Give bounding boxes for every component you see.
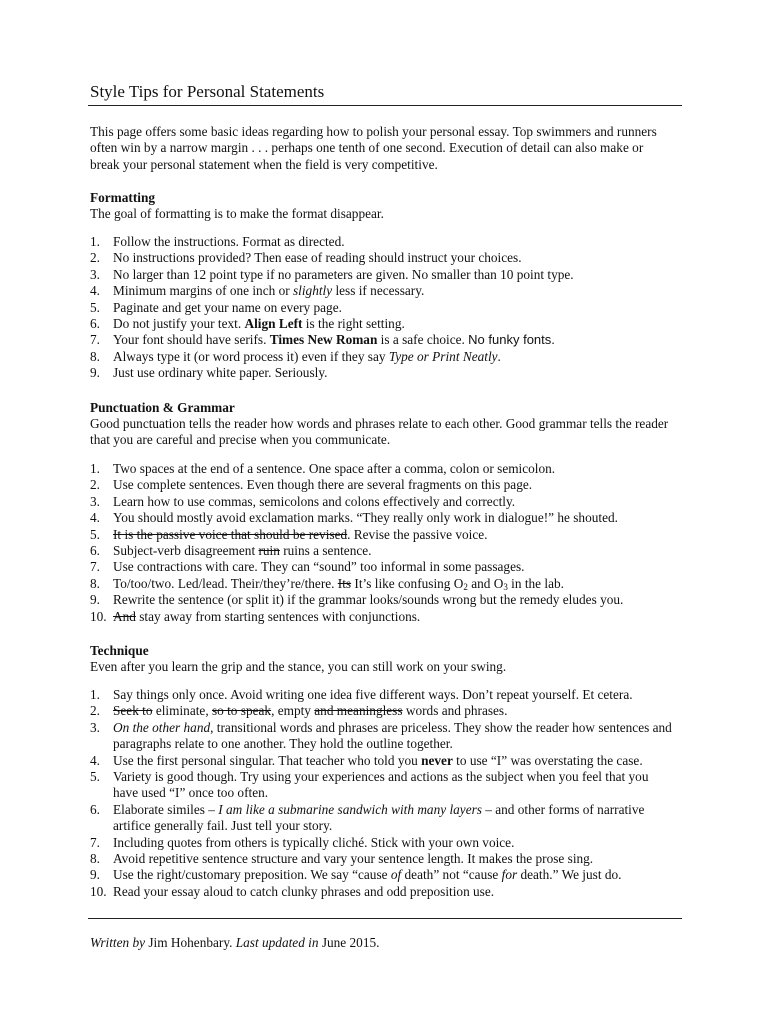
list-item <box>90 802 675 835</box>
item-number: 5. <box>90 526 100 542</box>
item-emphasis: slightly <box>292 283 333 299</box>
item-text: Follow the instructions. Format as directed. <box>113 234 345 249</box>
item-strikethrough: ruin <box>258 543 280 559</box>
updated-date: June 2015. <box>318 935 380 950</box>
item-text: less if necessary. <box>332 283 425 299</box>
item-strikethrough: And <box>113 608 136 624</box>
item-text: Paginate and get your name on every page. <box>113 299 342 315</box>
item-text: Variety is good though. Try using your experiences and actions as the subject when you feel that you have used “I” once too often. <box>113 769 649 801</box>
item-subscript: 2 <box>463 581 468 592</box>
list-item <box>90 461 675 477</box>
title-rule <box>88 105 682 106</box>
item-number: 1. <box>90 234 100 249</box>
item-text: Say things only once. Avoid writing one idea five different ways. Don’t repeat yourself. Et cetera. <box>113 687 633 702</box>
list-item <box>90 884 675 900</box>
item-text: It’s like confusing O <box>351 575 464 591</box>
list-item <box>90 267 675 283</box>
item-number: 3. <box>90 493 100 509</box>
item-text: . <box>497 348 501 364</box>
item-text: eliminate, <box>152 703 212 719</box>
list-item <box>90 543 675 559</box>
item-text: No instructions provided? Then ease of reading should instruct your choices. <box>113 250 522 266</box>
item-number: 10. <box>90 608 107 624</box>
list-item <box>90 283 675 299</box>
list-item <box>90 234 675 250</box>
item-number: 3. <box>90 719 100 735</box>
written-by-label: Written by <box>90 935 146 950</box>
item-text: Just use ordinary white paper. Seriously. <box>113 365 328 381</box>
item-text: Minimum margins of one inch or <box>113 283 293 299</box>
item-text: – and other forms of narrative artifice generally fail. Just tell your story. <box>113 801 645 834</box>
item-text: Rewrite the sentence (or split it) if the grammar looks/sounds wrong but the remedy eludes you. <box>113 592 624 608</box>
list-item <box>90 510 675 526</box>
item-emphasis: of <box>390 867 402 883</box>
item-strikethrough: and meaningless <box>314 703 403 719</box>
item-number: 7. <box>90 834 100 850</box>
list-item <box>90 592 675 608</box>
item-text: Your font should have serifs. <box>113 332 270 348</box>
item-emphasis: I am like a submarine sandwich with many layers <box>218 801 482 817</box>
formatting-lead: The goal of formatting is to make the format disappear. <box>90 206 384 221</box>
list-item <box>90 867 675 883</box>
item-text: Subject-verb disagreement <box>113 543 259 559</box>
last-updated-label: Last updated in <box>235 935 319 950</box>
item-number: 7. <box>90 559 100 575</box>
item-text: death” not “cause <box>401 867 502 883</box>
item-subscript: 3 <box>503 581 508 592</box>
item-text: and O <box>467 575 504 591</box>
list-item <box>90 835 675 851</box>
item-number: 4. <box>90 510 100 526</box>
item-number: 1. <box>90 461 100 476</box>
item-text: Do not justify your text. <box>113 316 245 332</box>
formatting-heading: Formatting <box>90 190 155 205</box>
list-item <box>90 720 675 753</box>
item-emphasis: Type or Print Neatly <box>388 348 498 364</box>
technique-lead: Even after you learn the grip and the stance, you can still work on your swing. <box>90 659 507 674</box>
item-text: is the right setting. <box>302 316 405 332</box>
item-bold: never <box>421 752 453 768</box>
item-number: 5. <box>90 299 100 315</box>
author-name: Jim Hohenbary. <box>145 935 236 950</box>
item-text: Learn how to use commas, semicolons and colons effectively and correctly. <box>113 493 516 509</box>
item-text: Use the right/customary preposition. We say “cause <box>113 867 391 883</box>
item-emphasis: On the other hand <box>113 719 211 735</box>
item-text: Always type it (or word process it) even if they say <box>113 348 389 364</box>
item-number: 8. <box>90 575 100 591</box>
item-number: 9. <box>90 365 100 381</box>
list-item <box>90 851 675 867</box>
list-item <box>90 349 675 365</box>
list-item <box>90 609 675 625</box>
item-number: 6. <box>90 316 100 332</box>
footer <box>90 935 379 951</box>
item-number: 8. <box>90 348 100 364</box>
item-number: 8. <box>90 851 100 867</box>
item-text: stay away from starting sentences with conjunctions. <box>135 608 421 624</box>
item-number: 9. <box>90 867 100 883</box>
item-text: Avoid repetitive sentence structure and vary your sentence length. It makes the prose sing. <box>113 851 594 867</box>
item-number: 2. <box>90 250 100 266</box>
technique-heading: Technique <box>90 643 149 658</box>
item-number: 10. <box>90 883 107 899</box>
item-text: to use “I” was overstating the case. <box>452 752 643 768</box>
item-text: Elaborate similes – <box>113 801 219 817</box>
item-sans-text: No funky fonts. <box>468 332 555 348</box>
list-item <box>90 494 675 510</box>
item-number: 5. <box>90 769 100 785</box>
item-text: Use complete sentences. Even though there are several fragments on this page. <box>113 477 533 493</box>
item-strikethrough: Seek to <box>113 703 153 719</box>
list-item <box>90 316 675 332</box>
item-text: You should mostly avoid exclamation marks. “They really only work in dialogue!” he shouted. <box>113 510 618 526</box>
list-item <box>90 687 675 703</box>
item-strikethrough: so to speak <box>211 703 272 719</box>
item-text: in the lab. <box>507 575 564 591</box>
list-item <box>90 753 675 769</box>
technique-list <box>90 687 675 900</box>
item-number: 7. <box>90 332 100 348</box>
formatting-list <box>90 234 675 382</box>
list-item <box>90 559 675 575</box>
list-item <box>90 527 675 543</box>
item-text: , empty <box>271 703 315 719</box>
item-number: 6. <box>90 543 100 559</box>
item-number: 2. <box>90 703 100 719</box>
item-text: words and phrases. <box>402 703 508 719</box>
item-text: is a safe choice. <box>377 332 469 348</box>
punctuation-lead: Good punctuation tells the reader how words and phrases relate to each other. Good grammar tells the reader that you are careful and precise when you communicate. <box>90 416 669 448</box>
list-item <box>90 250 675 266</box>
list-item <box>90 332 675 348</box>
item-emphasis: for <box>501 867 518 883</box>
item-text: Two spaces at the end of a sentence. One space after a comma, colon or semicolon. <box>113 461 556 476</box>
item-text: . Revise the passive voice. <box>347 526 488 542</box>
item-text: Use the first personal singular. That teacher who told you <box>113 752 422 768</box>
list-item <box>90 576 675 592</box>
list-item <box>90 300 675 316</box>
list-item <box>90 769 675 802</box>
item-number: 2. <box>90 477 100 493</box>
footer-rule <box>88 918 682 919</box>
list-item <box>90 477 675 493</box>
punctuation-heading: Punctuation & Grammar <box>90 400 235 415</box>
item-text: Use contractions with care. They can “sound” too informal in some passages. <box>113 559 525 575</box>
item-number: 4. <box>90 752 100 768</box>
item-strikethrough: Its <box>337 575 352 591</box>
item-text: death.” We just do. <box>517 867 622 883</box>
item-number: 9. <box>90 592 100 608</box>
item-number: 3. <box>90 266 100 282</box>
item-text: No larger than 12 point type if no parameters are given. No smaller than 10 point type. <box>113 266 574 282</box>
item-text: ruins a sentence. <box>279 543 372 559</box>
item-text: Read your essay aloud to catch clunky phrases and odd preposition use. <box>113 883 495 899</box>
item-text: Including quotes from others is typically cliché. Stick with your own voice. <box>113 834 515 850</box>
item-text: , transitional words and phrases are priceless. They show the reader how sentences and paragraphs relate to one another. They hold the outline together. <box>113 719 672 752</box>
list-item <box>90 703 675 719</box>
list-item <box>90 365 675 381</box>
item-bold: Times New Roman <box>269 332 378 348</box>
item-bold: Align Left <box>244 316 303 332</box>
item-strikethrough: It is the passive voice that should be revised <box>113 526 348 542</box>
item-number: 4. <box>90 283 100 299</box>
punctuation-list <box>90 461 675 625</box>
item-number: 6. <box>90 801 100 817</box>
page-title: Style Tips for Personal Statements <box>90 82 325 101</box>
intro-paragraph: This page offers some basic ideas regarding how to polish your personal essay. Top swimmers and runners often win by a narrow margin . . . perhaps one tenth of one second. Execution of detail can also make or break your personal statement when the field is very competitive. <box>90 124 657 172</box>
item-number: 1. <box>90 687 100 702</box>
item-text: To/too/two. Led/lead. Their/they’re/there. <box>113 575 338 591</box>
